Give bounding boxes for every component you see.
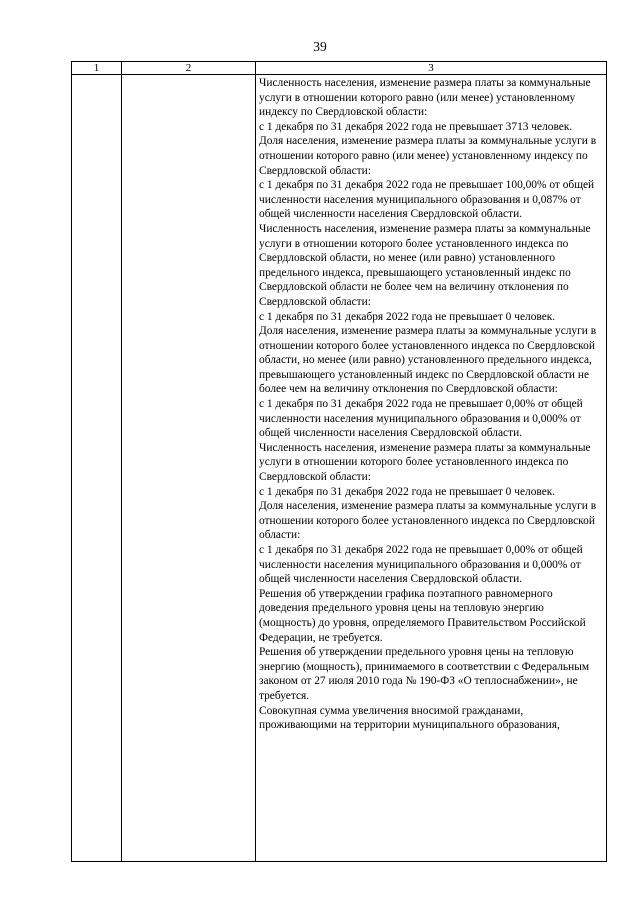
paragraph: Доля населения, изменение размера платы за коммунальные услуги в отношении которого более установленного индекса по Свердловской области:: [259, 500, 597, 542]
paragraph: Решения об утверждении предельного уровня цены на тепловую энергию (мощность), принимаемого в соответствии с Федеральным законом от 27 июля 2010 года № 190-ФЗ «О теплоснабжении», не требуется.: [259, 646, 590, 702]
paragraph: с 1 декабря по 31 декабря 2022 года не превышает 3713 человек.: [259, 120, 573, 133]
paragraph: с 1 декабря по 31 декабря 2022 года не превышает 0,00% от общей численности населения муниципального образования и 0,000% от общей численности населения Свердловской области.: [259, 544, 583, 586]
paragraph: с 1 декабря по 31 декабря 2022 года не превышает 0 человек.: [259, 310, 556, 323]
table-cell-col2: [122, 75, 256, 862]
table-header-row: [72, 62, 607, 75]
page-number: 39: [313, 39, 327, 54]
paragraph: Численность населения, изменение размера платы за коммунальные услуги в отношении которого равно (или менее) установленному индексу по Свердловской области:: [259, 77, 591, 119]
paragraph: с 1 декабря по 31 декабря 2022 года не превышает 0,00% от общей численности населения муниципального образования и 0,000% от общей численности населения Свердловской области.: [259, 398, 583, 440]
paragraph: с 1 декабря по 31 декабря 2022 года не превышает 100,00% от общей численности населения муниципального образования и 0,087% от общей численности населения Свердловской области.: [259, 179, 595, 221]
paragraph: Доля населения, изменение размера платы за коммунальные услуги в отношении которого более установленного индекса по Свердловской области, но менее (или равно) установленного предельного индекса, превышающего установленный индекс по Свердловской области не более чем на величину отклонения по Свердловской области:: [259, 325, 597, 396]
table-cell-col1: [72, 75, 122, 862]
table-cell-col3: [256, 75, 607, 862]
cell-content: [256, 75, 606, 861]
paragraph: Совокупная сумма увеличения вносимой гражданами, проживающими на территории муниципального образования,: [259, 704, 560, 732]
paragraph: Численность населения, изменение размера платы за коммунальные услуги в отношении которого более установленного индекса по Свердловской области:: [259, 441, 591, 484]
column-header-3: 3: [256, 62, 607, 75]
paragraph: с 1 декабря по 31 декабря 2022 года не превышает 0 человек.: [259, 485, 556, 498]
column-header-2: 2: [122, 62, 256, 75]
paragraph: Численность населения, изменение размера платы за коммунальные услуги в отношении которого более установленного индекса по Свердловской области, но менее (или равно) установленного предельного индекса, превышающего установленный индекс по Свердловской области не более чем на величину отклонения по Свердловской области:: [259, 222, 591, 308]
document-table: [71, 61, 607, 862]
paragraph: Решения об утверждении графика поэтапного равномерного доведения предельного уровня цены на тепловую энергию (мощность) до уровня, определяемого Правительством Российской Федерации, не требуется.: [259, 587, 586, 644]
table-row: [72, 75, 607, 862]
paragraph: Доля населения, изменение размера платы за коммунальные услуги в отношении которого равно (или менее) установленному индексу по Свердловской области:: [259, 135, 597, 177]
column-header-1: 1: [72, 62, 122, 75]
